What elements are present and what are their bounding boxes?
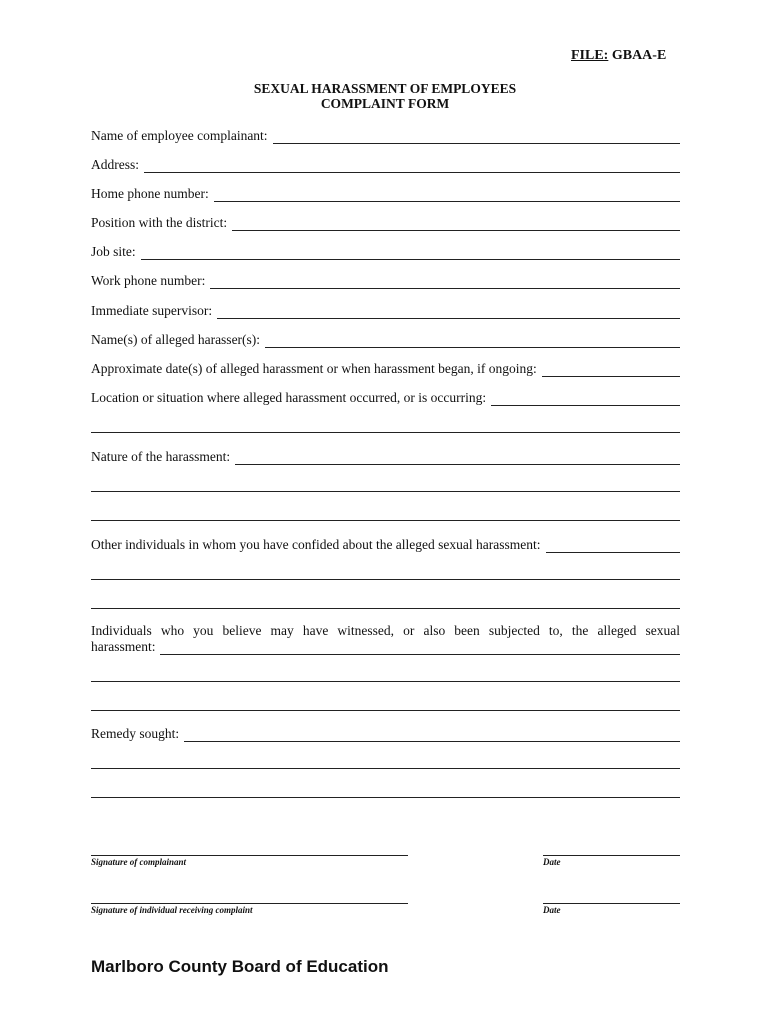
organization-name: Marlboro County Board of Education xyxy=(91,957,389,976)
employee-name-field[interactable] xyxy=(91,127,680,144)
complainant-date-caption: Date xyxy=(543,857,561,867)
supervisor-input[interactable] xyxy=(217,305,680,319)
confided-continuation-line[interactable] xyxy=(91,579,680,580)
work-phone-field[interactable] xyxy=(91,272,680,289)
remedy-label: Remedy sought: xyxy=(91,726,180,741)
home-phone-input[interactable] xyxy=(214,188,680,202)
harassers-field[interactable] xyxy=(91,331,680,348)
location-label: Location or situation where alleged harassment occurred, or is occurring: xyxy=(91,390,487,405)
receiver-signature-caption: Signature of individual receiving complaint xyxy=(91,905,253,915)
harassers-label: Name(s) of alleged harasser(s): xyxy=(91,332,261,347)
witnesses-field[interactable] xyxy=(91,638,680,655)
harassers-input[interactable] xyxy=(265,334,680,348)
dates-field[interactable] xyxy=(91,360,680,377)
location-field[interactable] xyxy=(91,389,680,406)
receiver-date-line[interactable] xyxy=(543,903,680,904)
job-site-label: Job site: xyxy=(91,244,136,259)
employee-name-input[interactable] xyxy=(273,130,680,144)
remedy-continuation-line[interactable] xyxy=(91,797,680,798)
location-input[interactable] xyxy=(491,392,680,406)
complainant-signature-caption: Signature of complainant xyxy=(91,857,187,867)
form-title-line1: SEXUAL HARASSMENT OF EMPLOYEES xyxy=(253,81,517,96)
dates-input[interactable] xyxy=(542,363,680,377)
form-title-line2: COMPLAINT FORM xyxy=(320,96,450,111)
witnesses-label-cont: harassment: xyxy=(91,639,156,654)
supervisor-field[interactable] xyxy=(91,302,680,319)
location-continuation-line[interactable] xyxy=(91,432,680,433)
address-field[interactable] xyxy=(91,156,680,173)
confided-continuation-line[interactable] xyxy=(91,608,680,609)
witnesses-continuation-line[interactable] xyxy=(91,681,680,682)
remedy-input[interactable] xyxy=(184,728,680,742)
address-input[interactable] xyxy=(144,159,680,173)
confided-field[interactable] xyxy=(91,536,680,553)
confided-input[interactable] xyxy=(546,539,680,553)
complainant-signature-line[interactable] xyxy=(91,855,408,856)
home-phone-label: Home phone number: xyxy=(91,186,209,201)
dates-label: Approximate date(s) of alleged harassment or when harassment began, if ongoing: xyxy=(91,361,537,376)
file-code-value: GBAA-E xyxy=(611,48,667,63)
work-phone-label: Work phone number: xyxy=(91,273,206,288)
receiver-signature-line[interactable] xyxy=(91,903,408,904)
home-phone-field[interactable] xyxy=(91,185,680,202)
nature-input[interactable] xyxy=(235,451,680,465)
witnesses-label: Individuals who you believe may have witnessed, or also been subjected to, the alleged sexual xyxy=(91,623,680,638)
nature-label: Nature of the harassment: xyxy=(91,449,231,464)
address-label: Address: xyxy=(91,157,139,172)
receiver-date-caption: Date xyxy=(543,905,561,915)
remedy-continuation-line[interactable] xyxy=(91,768,680,769)
witnesses-input[interactable] xyxy=(160,641,680,655)
job-site-input[interactable] xyxy=(141,246,680,260)
nature-field[interactable] xyxy=(91,448,680,465)
confided-label: Other individuals in whom you have confided about the alleged sexual harassment: xyxy=(91,537,541,552)
nature-continuation-line[interactable] xyxy=(91,520,680,521)
work-phone-input[interactable] xyxy=(210,275,680,289)
job-site-field[interactable] xyxy=(91,243,680,260)
supervisor-label: Immediate supervisor: xyxy=(91,303,213,318)
remedy-field[interactable] xyxy=(91,725,680,742)
employee-name-label: Name of employee complainant: xyxy=(91,128,268,143)
position-input[interactable] xyxy=(232,217,680,231)
file-code xyxy=(571,48,666,64)
position-field[interactable] xyxy=(91,214,680,231)
nature-continuation-line[interactable] xyxy=(91,491,680,492)
position-label: Position with the district: xyxy=(91,215,228,230)
complainant-date-line[interactable] xyxy=(543,855,680,856)
witnesses-continuation-line[interactable] xyxy=(91,710,680,711)
file-label: FILE: xyxy=(571,48,609,63)
